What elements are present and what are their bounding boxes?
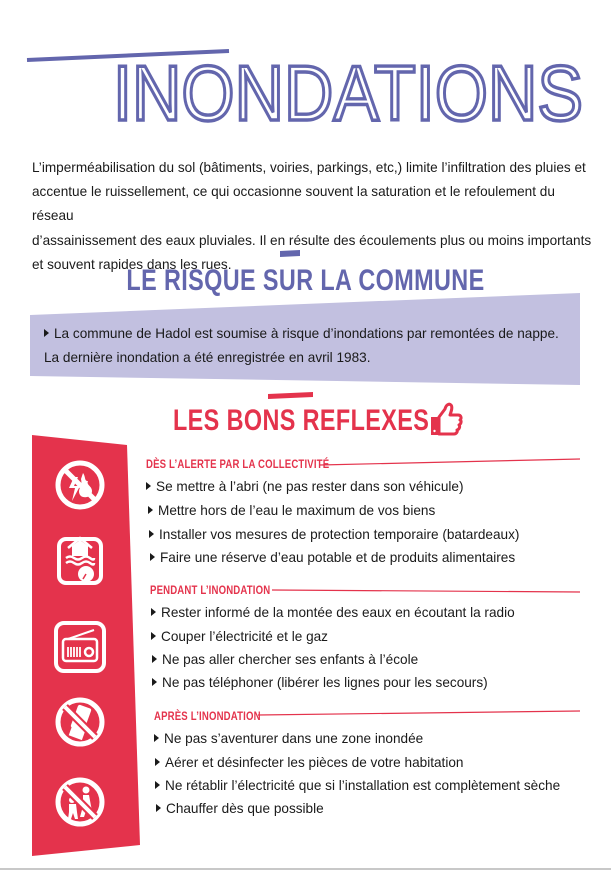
risk-line-2: La dernière inondation a été enregistrée en avril 1983.	[44, 350, 371, 365]
list-item: Installer vos mesures de protection temporaire (batardeaux)	[149, 527, 519, 542]
bullet-icon	[156, 804, 161, 812]
intro-line: accentue le ruissellement, ce qui occasionne souvent la saturation et le refoulement du réseau	[32, 184, 555, 224]
reflex-accent-bar	[268, 392, 313, 399]
section-heading: APRÈS L’INONDATION	[154, 709, 261, 723]
list-item: Faire une réserve d’eau potable et de produits alimentaires	[150, 550, 515, 565]
bullet-icon	[151, 608, 156, 616]
section-heading: PENDANT L’INONDATION	[150, 583, 271, 597]
bullet-icon	[150, 553, 155, 561]
section-rule-2	[272, 590, 580, 592]
list-item: Chauffer dès que possible	[156, 801, 324, 816]
thumbs-up-icon	[425, 400, 465, 440]
flooded-house-icon	[50, 530, 110, 590]
bullet-icon	[149, 530, 154, 538]
list-item: Ne rétablir l’électricité que si l’installation est complètement sèche	[155, 778, 560, 793]
reflexes-title: LES BONS REFLEXES	[173, 404, 430, 437]
no-electricity-fire-icon	[50, 455, 110, 515]
list-item: Couper l’électricité et le gaz	[151, 629, 328, 644]
bullet-icon	[148, 506, 153, 514]
list-item: Rester informé de la montée des eaux en écoutant la radio	[151, 605, 515, 620]
bullet-icon	[154, 734, 159, 742]
risk-text	[44, 322, 559, 370]
list-item: Ne pas téléphoner (libérer les lignes pour les secours)	[152, 675, 488, 690]
list-item: Ne pas s’aventurer dans une zone inondée	[154, 731, 423, 746]
intro-line: et souvent rapides dans les rues.	[32, 256, 232, 272]
list-item: Se mettre à l’abri (ne pas rester dans son véhicule)	[146, 479, 464, 494]
bullet-icon	[155, 758, 160, 766]
no-fetch-children-icon	[50, 772, 110, 832]
risk-line-1: La commune de Hadol est soumise à risque d’inondations par remontées de nappe.	[44, 322, 559, 346]
page-title: INONDATIONS	[113, 49, 583, 137]
section-rule-3	[258, 711, 580, 715]
section-rule-1	[320, 459, 580, 465]
bullet-icon	[44, 329, 49, 337]
intro-line: L’imperméabilisation du sol (bâtiments, voiries, parkings, etc,) limite l’infiltration des pluies et	[32, 160, 586, 175]
bullet-icon	[152, 678, 157, 686]
bullet-icon	[155, 781, 160, 789]
list-item: Aérer et désinfecter les pièces de votre habitation	[155, 755, 463, 770]
intro-line: d’assainissement des eaux pluviales. Il en résulte des écoulements plus ou moins importants	[32, 232, 592, 248]
intro-paragraph	[32, 156, 592, 277]
page-title-graphic	[108, 49, 588, 137]
bullet-icon	[151, 632, 156, 640]
list-item: Ne pas aller chercher ses enfants à l’école	[152, 652, 418, 667]
list-item: Mettre hors de l’eau le maximum de vos biens	[148, 503, 435, 518]
bullet-icon	[146, 482, 151, 490]
radio-icon	[50, 617, 110, 677]
no-phone-icon	[50, 692, 110, 752]
bullet-icon	[152, 655, 157, 663]
section-heading: DÈS L’ALERTE PAR LA COLLECTIVITÉ	[146, 457, 330, 471]
risk-title: LE RISQUE SUR LA COMMUNE	[126, 264, 485, 297]
